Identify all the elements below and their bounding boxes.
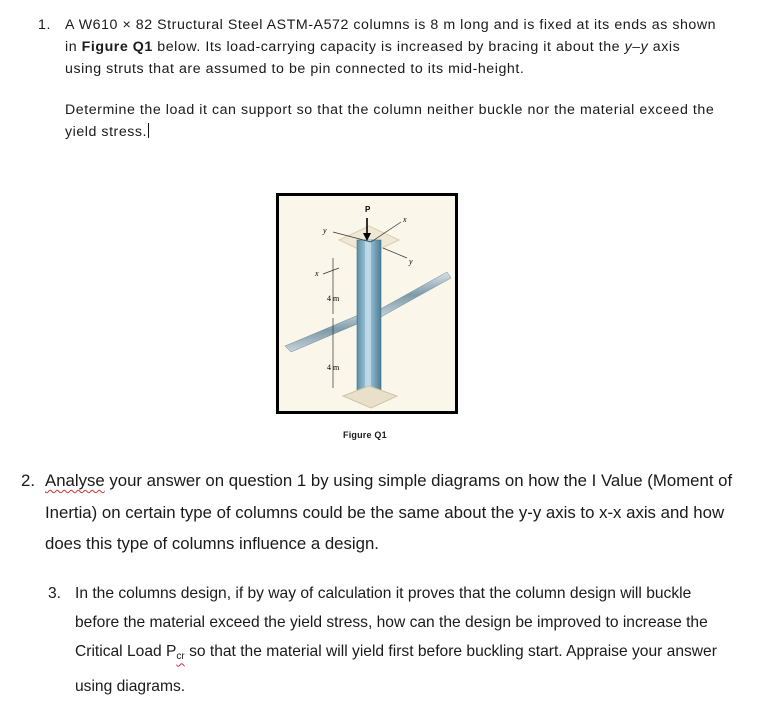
- q1-text-a: A W610 × 82 Structural Steel ASTM-A572 columns is 8 m long and is fixed at its ends as shown in: [65, 17, 717, 55]
- upper-strut: [375, 272, 451, 318]
- x-axis-line-left: [323, 268, 339, 274]
- q1-text-c: axis using struts that are assumed to be pin connected to its mid-height.: [65, 39, 681, 77]
- figure-reference: Figure Q1: [81, 39, 153, 55]
- question-3-body: [75, 579, 728, 701]
- text-cursor: [148, 123, 149, 138]
- question-3-number: 3.: [48, 585, 62, 602]
- lower-length-label: 4 m: [327, 363, 340, 372]
- load-label-P: P: [365, 205, 371, 214]
- y-axis-label-top: y: [323, 226, 327, 235]
- x-axis-label-top: x: [403, 215, 407, 224]
- question-2-text: your answer on question 1 by using simple diagrams on how the I Value (Moment of Inertia) on certain type of columns could be the same about the y-y axis to x-x axis and how does this type of columns influence a design.: [45, 471, 733, 553]
- question-2-body: [45, 465, 751, 560]
- q1-text-b: below. Its load-carrying capacity is increased by bracing it about the: [152, 39, 625, 55]
- question-1-paragraph-2[interactable]: [65, 99, 720, 143]
- question-1-body: [65, 14, 720, 143]
- column-web-highlight: [365, 240, 371, 398]
- question-3-text-b: so that the material will yield first before buckling start. Appraise your answer using diagrams.: [75, 643, 717, 695]
- figure-caption: Figure Q1: [343, 430, 387, 440]
- question-1: [40, 14, 720, 143]
- column-bracing-illustration: [279, 196, 455, 411]
- y-axis-line-right: [383, 248, 407, 258]
- question-2: [21, 465, 751, 560]
- figure-q1-image: [276, 193, 458, 414]
- x-axis-label-left: x: [315, 269, 319, 278]
- bottom-support-plate: [343, 386, 397, 408]
- upper-length-label: 4 m: [327, 294, 340, 303]
- y-axis-label-right: y: [409, 257, 413, 266]
- spellcheck-word-analyse[interactable]: Analyse: [45, 471, 105, 490]
- q1-paragraph-2-text: Determine the load it can support so that the column neither buckle nor the material exceed the yield stress.: [65, 102, 715, 140]
- question-3-text-a: In the columns design, if by way of calculation it proves that the column design will buckle before the material exceed the yield stress, how can the design be improved to increase the Critical Load P: [75, 585, 708, 661]
- question-3: [48, 579, 728, 701]
- question-1-number: 1.: [38, 17, 51, 33]
- critical-load-subscript[interactable]: cr: [176, 651, 185, 663]
- question-1-paragraph-1: [65, 14, 720, 80]
- question-2-number: 2.: [21, 471, 35, 490]
- axis-reference: y–y: [624, 39, 649, 55]
